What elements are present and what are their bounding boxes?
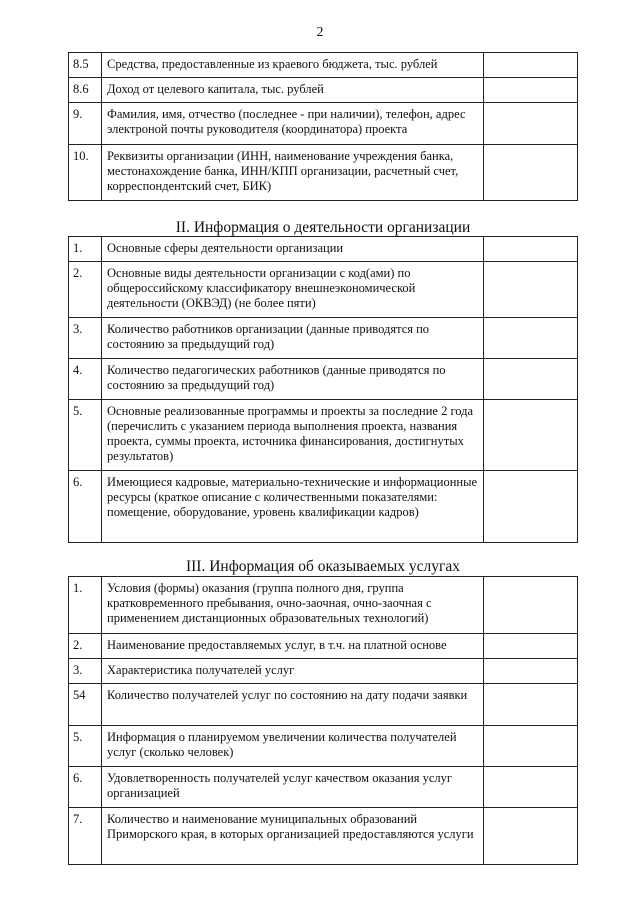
row-number: 6. — [69, 471, 102, 543]
table-row — [69, 53, 578, 78]
table-organization-activity — [68, 236, 578, 543]
row-number: 5. — [69, 400, 102, 471]
value-cell[interactable] — [484, 145, 578, 201]
value-cell[interactable] — [484, 808, 578, 865]
table-row — [69, 78, 578, 103]
table-row — [69, 577, 578, 634]
table-row — [69, 103, 578, 145]
table-row — [69, 808, 578, 865]
row-description: Реквизиты организации (ИНН, наименование учреждения банка, местонахождение банка, ИНН/КПП организации, расчетный счет, корреспондентский счет, БИК) — [102, 145, 484, 201]
table-row — [69, 659, 578, 684]
row-description: Количество работников организации (данные приводятся по состоянию за предыдущий год) — [102, 318, 484, 359]
row-description: Условия (формы) оказания (группа полного дня, группа кратковременного пребывания, очно-заочная, очно-заочная с применением дистанционных образовательных технологий) — [102, 577, 484, 634]
table-row — [69, 471, 578, 543]
value-cell[interactable] — [484, 103, 578, 145]
value-cell[interactable] — [484, 400, 578, 471]
value-cell[interactable] — [484, 262, 578, 318]
row-number: 3. — [69, 318, 102, 359]
row-description: Основные реализованные программы и проекты за последние 2 года (перечислить с указанием периода выполнения проекта, названия проекта, суммы проекта, источника финансирования, достигнутых результатов) — [102, 400, 484, 471]
row-description: Количество получателей услуг по состоянию на дату подачи заявки — [102, 684, 484, 726]
row-number: 1. — [69, 577, 102, 634]
table-row — [69, 237, 578, 262]
value-cell[interactable] — [484, 318, 578, 359]
table-row — [69, 634, 578, 659]
value-cell[interactable] — [484, 726, 578, 767]
row-description: Удовлетворенность получателей услуг качеством оказания услуг организацией — [102, 767, 484, 808]
value-cell[interactable] — [484, 237, 578, 262]
row-description: Количество педагогических работников (данные приводятся по состоянию за предыдущий год) — [102, 359, 484, 400]
value-cell[interactable] — [484, 684, 578, 726]
row-number: 5. — [69, 726, 102, 767]
row-number: 6. — [69, 767, 102, 808]
value-cell[interactable] — [484, 767, 578, 808]
row-number: 1. — [69, 237, 102, 262]
table-services — [68, 576, 578, 865]
table-row — [69, 400, 578, 471]
row-description: Характеристика получателей услуг — [102, 659, 484, 684]
row-description: Фамилия, имя, отчество (последнее - при наличии), телефон, адрес электроной почты руководителя (координатора) проекта — [102, 103, 484, 145]
row-description: Доход от целевого капитала, тыс. рублей — [102, 78, 484, 103]
table-row — [69, 318, 578, 359]
value-cell[interactable] — [484, 359, 578, 400]
section-title-activity: II. Информация о деятельности организации — [175, 219, 471, 236]
row-number: 9. — [69, 103, 102, 145]
row-description: Средства, предоставленные из краевого бюджета, тыс. рублей — [102, 53, 484, 78]
table-row — [69, 262, 578, 318]
table-row — [69, 767, 578, 808]
value-cell[interactable] — [484, 577, 578, 634]
value-cell[interactable] — [484, 471, 578, 543]
row-number: 7. — [69, 808, 102, 865]
value-cell[interactable] — [484, 659, 578, 684]
row-number: 54 — [69, 684, 102, 726]
table-row — [69, 726, 578, 767]
row-description: Основные виды деятельности организации с код(ами) по общероссийскому классификатору внешнеэкономической деятельности (ОКВЭД) (не более пяти) — [102, 262, 484, 318]
row-number: 8.6 — [69, 78, 102, 103]
table-row — [69, 684, 578, 726]
page-number: 2 — [316, 25, 324, 40]
row-number: 10. — [69, 145, 102, 201]
table-row — [69, 145, 578, 201]
row-number: 3. — [69, 659, 102, 684]
value-cell[interactable] — [484, 634, 578, 659]
value-cell[interactable] — [484, 78, 578, 103]
row-number: 2. — [69, 634, 102, 659]
row-number: 4. — [69, 359, 102, 400]
row-description: Основные сферы деятельности организации — [102, 237, 484, 262]
row-number: 2. — [69, 262, 102, 318]
value-cell[interactable] — [484, 53, 578, 78]
section-title-services: III. Информация об оказываемых услугах — [185, 558, 460, 575]
row-description: Информация о планируемом увеличении количества получателей услуг (сколько человек) — [102, 726, 484, 767]
row-description: Количество и наименование муниципальных образований Приморского края, в которых организацией предоставляются услуги — [102, 808, 484, 865]
table-row — [69, 359, 578, 400]
table-organization-details — [68, 52, 578, 201]
row-description: Наименование предоставляемых услуг, в т.ч. на платной основе — [102, 634, 484, 659]
row-description: Имеющиеся кадровые, материально-технические и информационные ресурсы (краткое описание с количественными показателями: помещение, оборудование, уровень квалификации кадров) — [102, 471, 484, 543]
row-number: 8.5 — [69, 53, 102, 78]
